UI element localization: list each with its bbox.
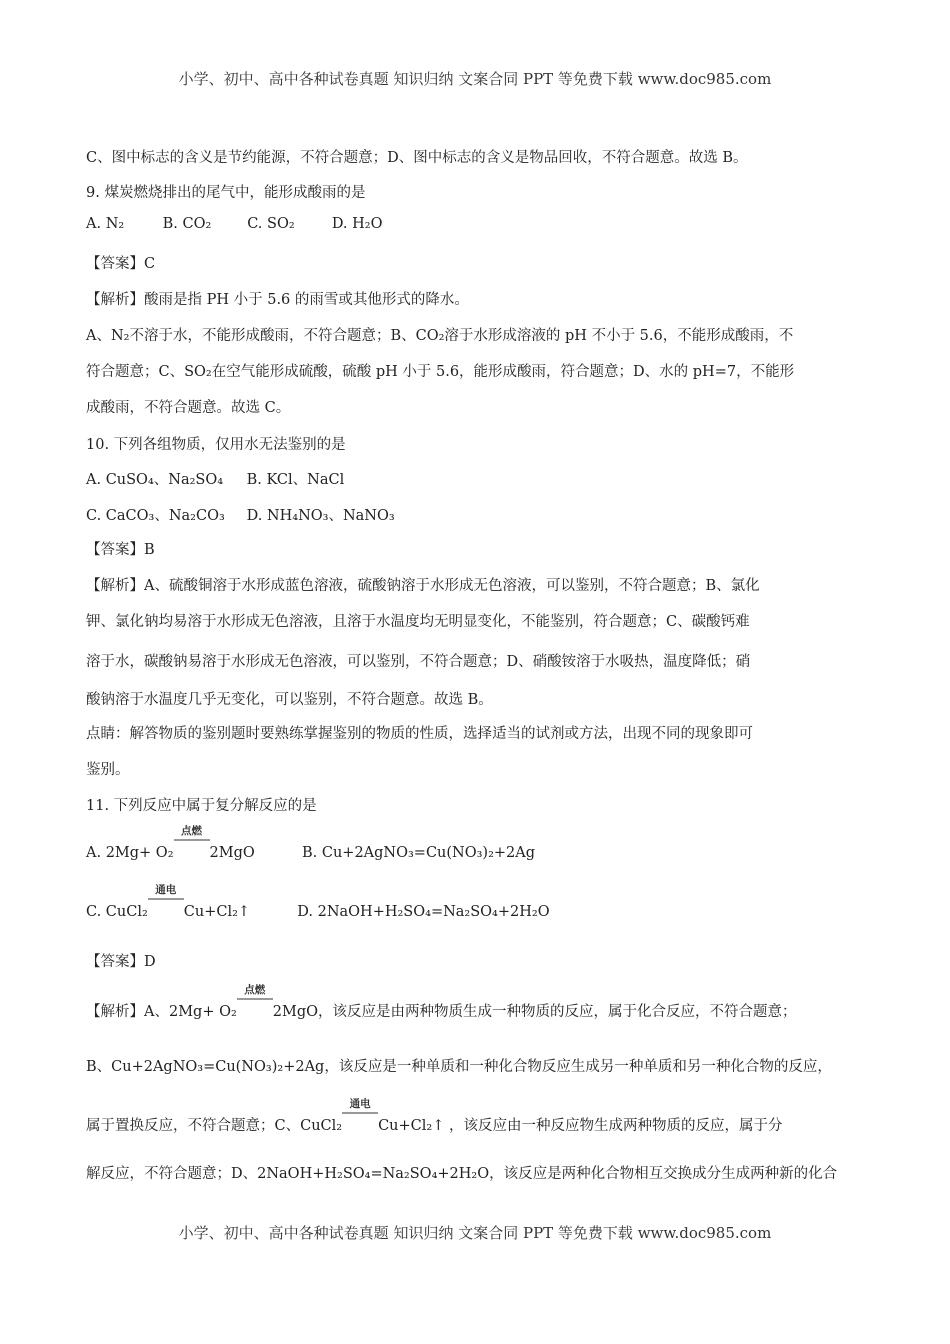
- condition-label: 点燃: [181, 825, 203, 837]
- q9-analysis-line-3: 符合题意；C、SO₂在空气能形成硫酸，硫酸 pH 小于 5.6，能形成酸雨，符合题意；D、水的 pH=7，不能形: [86, 364, 795, 380]
- condition-bar: [342, 1112, 378, 1114]
- condition-bar: [174, 839, 210, 841]
- q11-analysis-c-rest: Cu+Cl₂↑ ，该反应由一种反应物生成两种物质的反应，属于分: [378, 1118, 783, 1134]
- q9-option-c: C. SO₂: [247, 216, 295, 232]
- condition-bar: [237, 998, 273, 1000]
- q11-option-d: D. 2NaOH+H₂SO₄=Na₂SO₄+2H₂O: [297, 904, 550, 920]
- q10-answer: 【答案】B: [86, 542, 155, 558]
- reaction-condition-electrify: [148, 884, 184, 920]
- q10-options-row-2: [86, 504, 395, 525]
- q10-analysis-line-2: 钾、氯化钠均易溶于水形成无色溶液，且溶于水温度均无明显变化，不能鉴别，符合题意；C、碳酸钙难: [86, 614, 750, 630]
- q11-analysis-line-4: 解反应，不符合题意；D、2NaOH+H₂SO₄=Na₂SO₄+2H₂O，该反应是两种化合物相互交换成分生成两种新的化合: [86, 1166, 838, 1182]
- q11-analysis-c-reactants: 属于置换反应，不符合题意；C、CuCl₂: [86, 1118, 343, 1134]
- reaction-condition-electrify: [342, 1098, 378, 1134]
- q10-options-row-1: [86, 468, 344, 489]
- q10-analysis-line-3: 溶于水，碳酸钠易溶于水形成无色溶液，可以鉴别，不符合题意；D、硝酸铵溶于水吸热，温度降低；硝: [86, 654, 751, 670]
- page-header: 小学、初中、高中各种试卷真题 知识归纳 文案合同 PPT 等免费下载 www.doc985.com: [178, 70, 772, 88]
- question-9-options: [86, 216, 383, 232]
- q9-option-b: B. CO₂: [162, 216, 212, 232]
- q10-option-c: C. CaCO₃、Na₂CO₃: [86, 508, 225, 524]
- question-9-stem: 9. 煤炭燃烧排出的尾气中，能形成酸雨的是: [86, 185, 366, 201]
- q11-option-a: [86, 825, 259, 861]
- q11-analysis-line-3: [86, 1098, 783, 1135]
- q9-answer: 【答案】C: [86, 256, 156, 272]
- prev-tail-text: C、图中标志的含义是节约能源，不符合题意；D、图中标志的含义是物品回收，不符合题意。故选 B。: [86, 150, 748, 166]
- q10-note-line-1: 点睛：解答物质的鉴别题时要熟练掌握鉴别的物质的性质，选择适当的试剂或方法，出现不同的现象即可: [86, 726, 753, 742]
- reaction-condition-burn: [174, 825, 210, 861]
- q11-answer: 【答案】D: [86, 954, 156, 970]
- q11-analysis-a-reactants: 【解析】A、2Mg+ O₂: [86, 1004, 237, 1020]
- q10-option-a: A. CuSO₄、Na₂SO₄: [86, 472, 224, 488]
- condition-label: 通电: [349, 1098, 371, 1110]
- q10-note-line-2: 鉴别。: [86, 762, 130, 778]
- q10-analysis-line-4: 酸钠溶于水温度几乎无变化，可以鉴别，不符合题意。故选 B。: [86, 692, 493, 708]
- q11-options-row-2: [86, 884, 550, 920]
- q9-option-d: D. H₂O: [331, 216, 383, 232]
- q9-analysis-line-4: 成酸雨，不符合题意。故选 C。: [86, 400, 291, 416]
- q11-analysis-a-rest: 2MgO，该反应是由两种物质生成一种物质的反应，属于化合反应，不符合题意；: [272, 1004, 797, 1020]
- q10-option-d: D. NH₄NO₃、NaNO₃: [246, 508, 395, 524]
- q9-analysis-line-2: A、N₂不溶于水，不能形成酸雨，不符合题意；B、CO₂溶于水形成溶液的 pH 不小于 5.6，不能形成酸雨，不: [86, 328, 794, 344]
- q11-option-c: [86, 884, 255, 920]
- q11-analysis-line-1: [86, 984, 797, 1021]
- q10-analysis-line-1: 【解析】A、硫酸铜溶于水形成蓝色溶液，硫酸钠溶于水形成无色溶液，可以鉴别，不符合题意；B、氯化: [86, 578, 760, 594]
- q11-option-a-products: 2MgO: [209, 845, 255, 861]
- condition-label: 通电: [155, 884, 177, 896]
- question-11-stem: 11. 下列反应中属于复分解反应的是: [86, 798, 317, 814]
- q11-options-row-1: [86, 825, 536, 861]
- q11-option-b: B. Cu+2AgNO₃=Cu(NO₃)₂+2Ag: [301, 845, 536, 861]
- q11-option-c-products: Cu+Cl₂↑: [183, 904, 251, 920]
- reaction-condition-burn: [237, 984, 273, 1020]
- q11-option-c-reactants: C. CuCl₂: [86, 904, 148, 920]
- q10-option-b: B. KCl、NaCl: [246, 472, 345, 488]
- page-footer: 小学、初中、高中各种试卷真题 知识归纳 文案合同 PPT 等免费下载 www.doc985.com: [178, 1224, 772, 1242]
- q11-option-a-reactants: A. 2Mg+ O₂: [86, 845, 174, 861]
- q11-analysis-line-2: B、Cu+2AgNO₃=Cu(NO₃)₂+2Ag，该反应是一种单质和一种化合物反应生成另一种单质和另一种化合物的反应，: [86, 1059, 832, 1075]
- question-10-stem: 10. 下列各组物质，仅用水无法鉴别的是: [86, 437, 346, 453]
- q9-option-a: A. N₂: [86, 216, 125, 232]
- condition-label: 点燃: [244, 984, 266, 996]
- condition-bar: [148, 898, 184, 900]
- q9-analysis-line-1: 【解析】酸雨是指 PH 小于 5.6 的雨雪或其他形式的降水。: [86, 292, 469, 308]
